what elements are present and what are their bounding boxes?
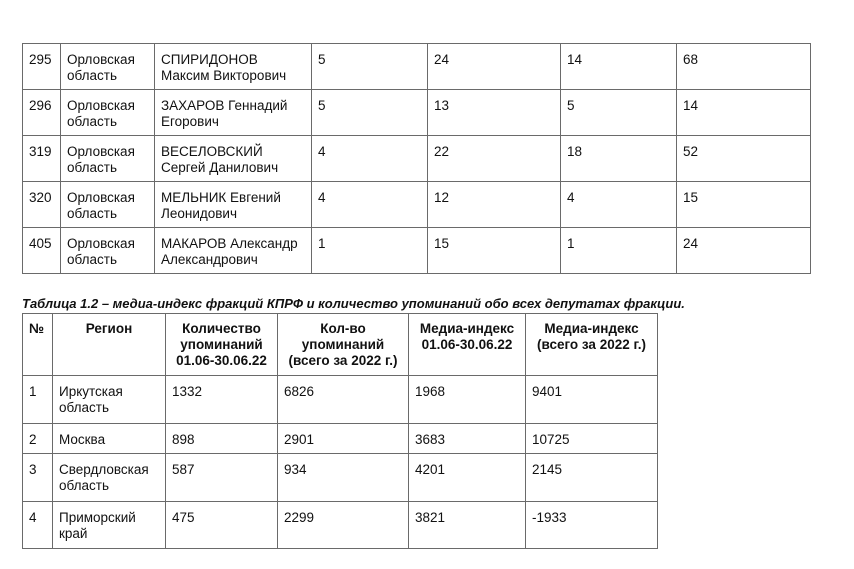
table-cell: 5: [312, 90, 428, 136]
table-row: [23, 454, 658, 502]
table-cell: 52: [677, 136, 811, 182]
table-cell: 296: [23, 90, 61, 136]
table-cell: 1: [561, 228, 677, 274]
table-cell: 2: [23, 424, 53, 454]
table-cell: Орловская область: [61, 136, 155, 182]
table-cell: 319: [23, 136, 61, 182]
table-cell: 295: [23, 44, 61, 90]
table-cell: 405: [23, 228, 61, 274]
table-cell: 2145: [526, 454, 658, 502]
table-row: [23, 228, 811, 274]
table-cell: 4: [312, 182, 428, 228]
table-cell: 5: [561, 90, 677, 136]
column-header: Медиа-индекс (всего за 2022 г.): [526, 314, 658, 376]
table-cell: 24: [677, 228, 811, 274]
table-cell: 2901: [278, 424, 409, 454]
column-header: Количество упоминаний 01.06-30.06.22: [166, 314, 278, 376]
table-row: [23, 90, 811, 136]
table-cell: 68: [677, 44, 811, 90]
table-cell: Орловская область: [61, 44, 155, 90]
table-cell: 6826: [278, 376, 409, 424]
table-cell: 14: [561, 44, 677, 90]
table-cell: 1: [23, 376, 53, 424]
table-cell: 1: [312, 228, 428, 274]
column-header: №: [23, 314, 53, 376]
table-cell: СПИРИДОНОВ Максим Викторович: [155, 44, 312, 90]
table-cell: 3683: [409, 424, 526, 454]
table-row: [23, 502, 658, 549]
table-cell: 587: [166, 454, 278, 502]
table-row: [23, 44, 811, 90]
table-cell: МЕЛЬНИК Евгений Леонидович: [155, 182, 312, 228]
table-cell: 4: [561, 182, 677, 228]
table-row: [23, 182, 811, 228]
table-cell: 22: [428, 136, 561, 182]
column-header: Кол-во упоминаний (всего за 2022 г.): [278, 314, 409, 376]
table-cell: ЗАХАРОВ Геннадий Егорович: [155, 90, 312, 136]
table-cell: 24: [428, 44, 561, 90]
table-cell: 12: [428, 182, 561, 228]
table-header-row: [23, 314, 658, 376]
column-header: Регион: [53, 314, 166, 376]
table-cell: ВЕСЕЛОВСКИЙ Сергей Данилович: [155, 136, 312, 182]
table-cell: Орловская область: [61, 182, 155, 228]
column-header: Медиа-индекс 01.06-30.06.22: [409, 314, 526, 376]
table-cell: 934: [278, 454, 409, 502]
table-cell: 898: [166, 424, 278, 454]
table-cell: -1933: [526, 502, 658, 549]
deputies-table: [22, 43, 811, 274]
table-cell: Приморский край: [53, 502, 166, 549]
table-cell: Свердловская область: [53, 454, 166, 502]
table-cell: 1968: [409, 376, 526, 424]
media-index-table: [22, 313, 658, 549]
table-cell: Орловская область: [61, 228, 155, 274]
table-row: [23, 424, 658, 454]
table-cell: 475: [166, 502, 278, 549]
table-row: [23, 136, 811, 182]
table-cell: 4: [312, 136, 428, 182]
table-cell: 320: [23, 182, 61, 228]
table-cell: 1332: [166, 376, 278, 424]
table-cell: МАКАРОВ Александр Александрович: [155, 228, 312, 274]
table-cell: 15: [428, 228, 561, 274]
table-cell: 18: [561, 136, 677, 182]
table-caption: Таблица 1.2 – медиа-индекс фракций КПРФ и количество упоминаний обо всех депутатах фракции.: [22, 296, 685, 311]
table-cell: 15: [677, 182, 811, 228]
table-cell: 2299: [278, 502, 409, 549]
table-cell: Москва: [53, 424, 166, 454]
table-cell: 5: [312, 44, 428, 90]
table-cell: 9401: [526, 376, 658, 424]
table-cell: 14: [677, 90, 811, 136]
table-cell: 4: [23, 502, 53, 549]
table-cell: 3821: [409, 502, 526, 549]
table-cell: 4201: [409, 454, 526, 502]
table-cell: 3: [23, 454, 53, 502]
table-cell: 10725: [526, 424, 658, 454]
table-cell: 13: [428, 90, 561, 136]
table-cell: Иркутская область: [53, 376, 166, 424]
table-row: [23, 376, 658, 424]
table-cell: Орловская область: [61, 90, 155, 136]
